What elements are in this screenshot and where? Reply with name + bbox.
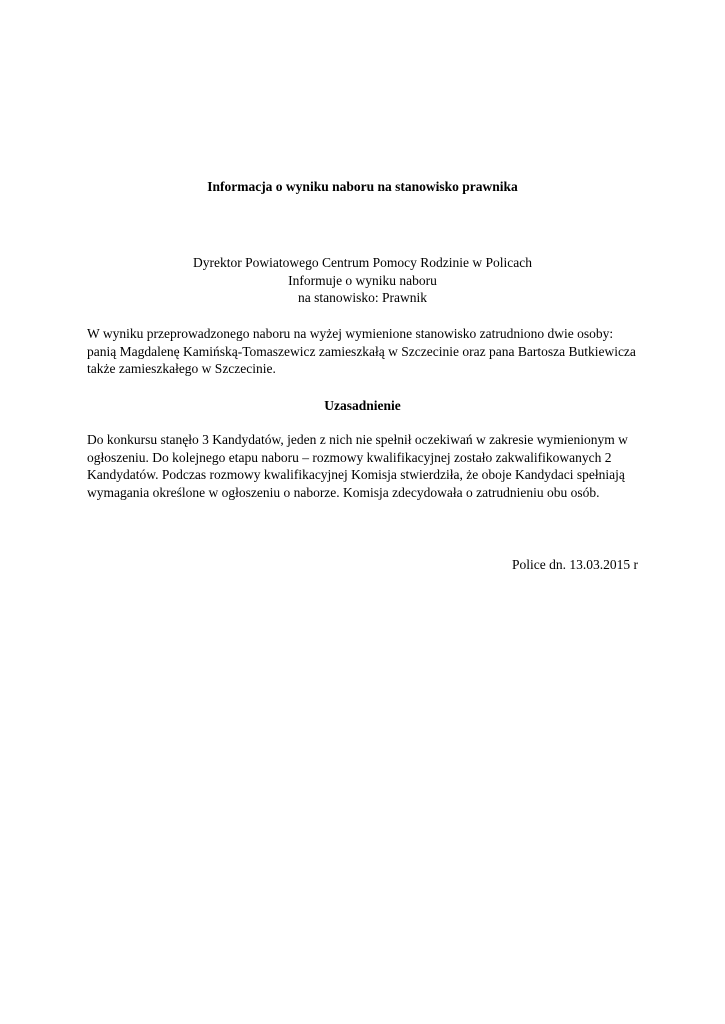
paragraph-line: ogłoszeniu. Do kolejnego etapu naboru – rozmowy kwalifikacyjnej zostało zakwalifikowanych 2 [87,449,612,465]
paragraph-line: W wyniku przeprowadzonego naboru na wyżej wymienione stanowisko zatrudniono dwie osoby: [87,326,614,341]
paragraph-line: także zamieszkałego w Szczecinie. [87,361,276,376]
justification-heading: Uzasadnienie [324,398,401,413]
paragraph-line: wymagania określone w ogłoszeniu o naborze. Komisja zdecydowała o zatrudnieniu obu osób. [87,484,600,500]
paragraph-line: Kandydatów. Podczas rozmowy kwalifikacyjnej Komisja stwierdziła, że oboje Kandydaci spełniają [87,467,625,482]
paragraph-line: panią Magdalenę Kamińską-Tomaszewicz zamieszkałą w Szczecinie oraz pana Bartosza Butkiewicza [87,343,636,359]
document-title: Informacja o wyniku naboru na stanowisko prawnika [207,179,518,194]
result-paragraph [87,325,647,378]
header-line-director: Dyrektor Powiatowego Centrum Pomocy Rodzinie w Policach [193,255,532,270]
justification-paragraph [87,431,647,501]
date-line: Police dn. 13.03.2015 r [512,557,638,572]
paragraph-line: Do konkursu stanęło 3 Kandydatów, jeden z nich nie spełnił oczekiwań w zakresie wymienionym w [87,432,628,447]
header-line-informs: Informuje o wyniku naboru [288,272,437,288]
header-block [0,254,725,307]
header-line-position: na stanowisko: Prawnik [298,290,427,305]
